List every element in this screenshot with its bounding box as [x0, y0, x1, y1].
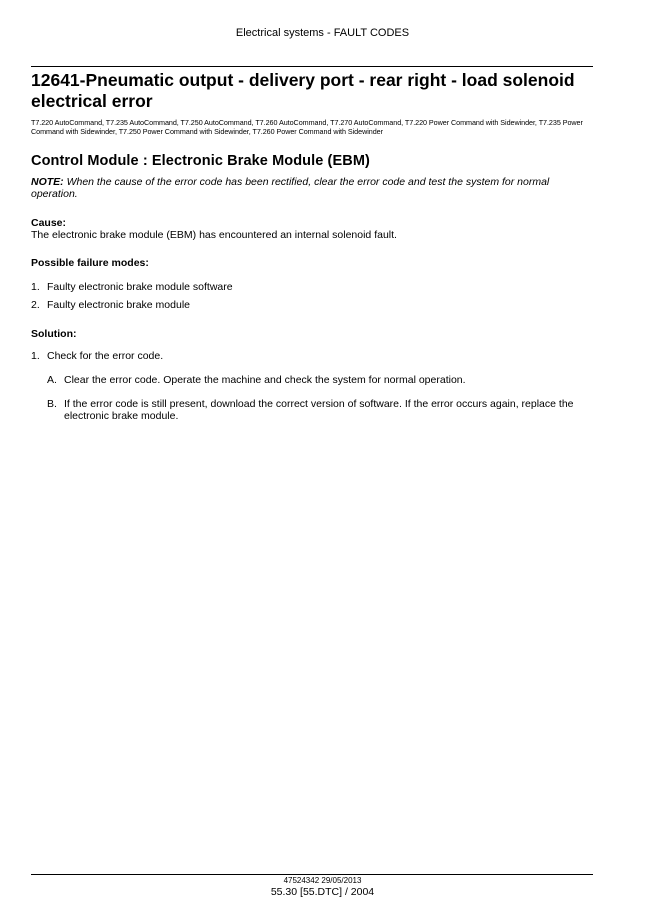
note-label: NOTE:	[31, 176, 64, 188]
fault-code-title: 12641-Pneumatic output - delivery port - rear right - load solenoid electrical error	[31, 70, 575, 111]
substep-text: Clear the error code. Operate the machine and check the system for normal operation.	[64, 374, 466, 386]
substep-letter: B.	[47, 398, 57, 410]
footer-page-reference: 55.30 [55.DTC] / 2004	[270, 886, 375, 898]
list-item-number: 2.	[31, 299, 40, 311]
cause-label: Cause:	[31, 217, 67, 229]
substep-letter: A.	[47, 374, 57, 386]
page-header: Electrical systems - FAULT CODES	[235, 27, 410, 39]
failure-modes-list	[31, 281, 593, 311]
note-paragraph	[31, 176, 593, 200]
failure-modes-label: Possible failure modes:	[31, 257, 149, 269]
list-item	[31, 281, 593, 293]
footer-divider	[31, 874, 593, 875]
solution-step	[31, 350, 593, 422]
substep	[47, 398, 593, 422]
substep	[47, 374, 593, 386]
solution-steps-list	[31, 350, 593, 422]
title-divider	[31, 66, 593, 67]
footer-document-code: 47524342 29/05/2013	[283, 876, 362, 885]
solution-label: Solution:	[31, 328, 77, 340]
document-body	[31, 66, 593, 422]
step-number: 1.	[31, 350, 40, 362]
list-item-number: 1.	[31, 281, 40, 293]
step-text: Check for the error code.	[47, 350, 164, 362]
note-text: When the cause of the error code has been rectified, clear the error code and test the system for normal operation.	[31, 176, 550, 200]
substep-text: If the error code is still present, download the correct version of software. If the error occurs again, replace the electronic brake module.	[64, 398, 574, 422]
cause-text: The electronic brake module (EBM) has encountered an internal solenoid fault.	[31, 229, 397, 241]
substeps-list	[47, 374, 593, 422]
list-item-text: Faulty electronic brake module software	[47, 281, 233, 293]
list-item-text: Faulty electronic brake module	[47, 299, 190, 311]
applicable-models: T7.220 AutoCommand, T7.235 AutoCommand, T7.250 AutoCommand, T7.260 AutoCommand, T7.270 AutoCommand, T7.220 Power Command with Sidewinder, T7.235 Power Command with Sidewinder, T7.250 Power Command with Sidewinder, T7.260 Power Command with Sidewinder	[31, 118, 583, 136]
control-module-heading: Control Module : Electronic Brake Module (EBM)	[31, 153, 370, 169]
list-item	[31, 299, 593, 311]
cause-section	[31, 217, 593, 241]
